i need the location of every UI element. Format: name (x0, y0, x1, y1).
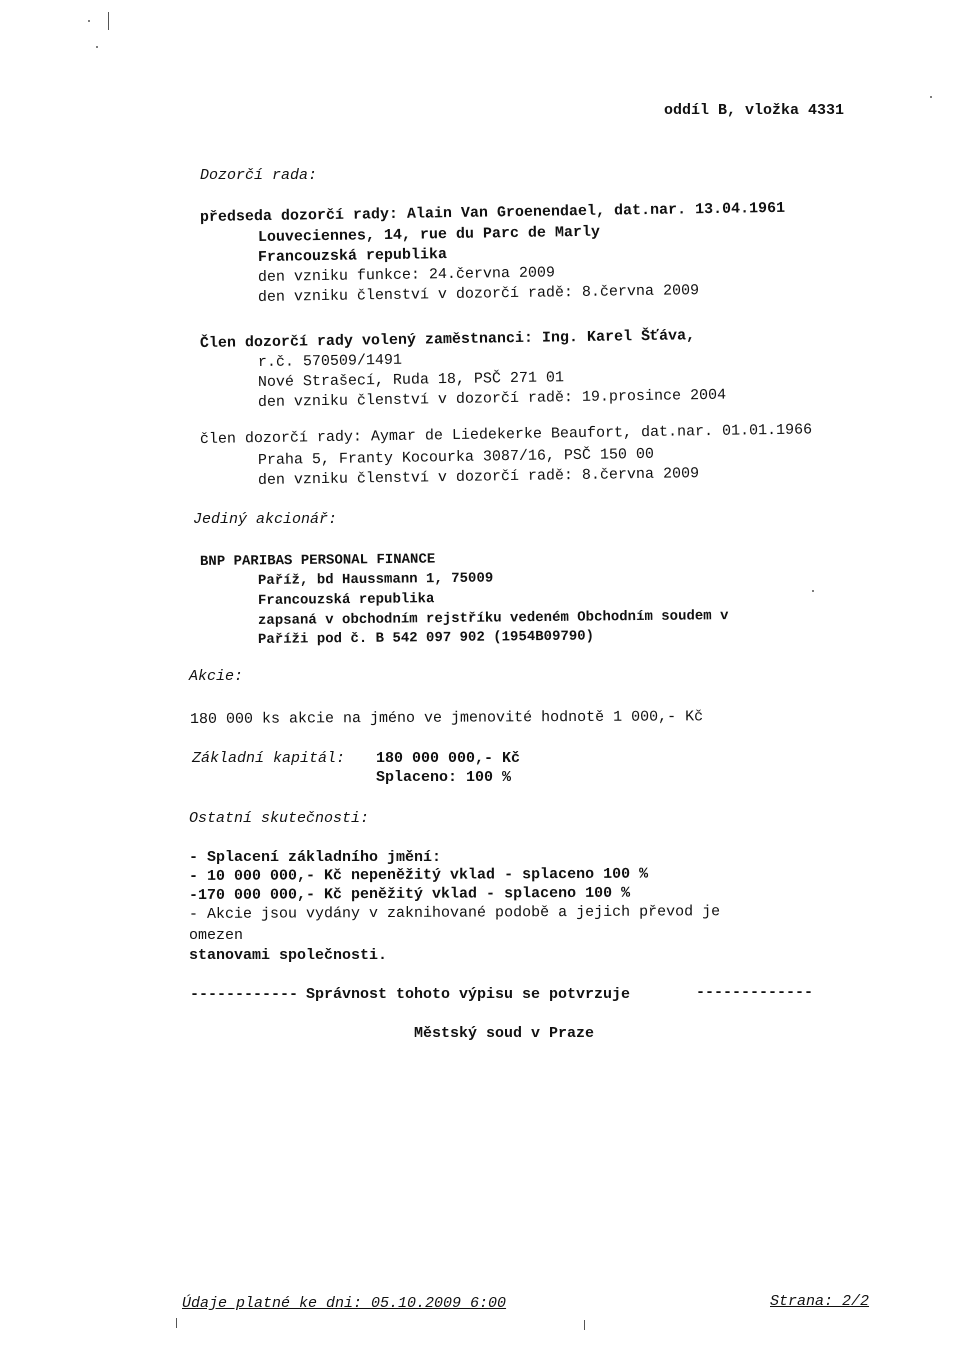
scan-speck (96, 46, 98, 48)
chairman-line-4: den vzniku funkce: 24.června 2009 (257, 264, 556, 286)
scan-speck (584, 1320, 585, 1330)
other-facts-line-2: - 10 000 000,- Kč nepeněžitý vklad - splaceno 100 % (188, 865, 649, 885)
capital-paid: Splaceno: 100 % (376, 769, 512, 786)
other-facts-line-5: omezen (189, 927, 244, 944)
other-facts-line-6: stanovami společnosti. (189, 947, 388, 964)
shares-line-1: 180 000 ks akcie na jméno ve jmenovité hodnotě 1 000,- Kč (189, 708, 704, 728)
employee-member-line-4: den vzniku členství v dozorčí radě: 19.prosince 2004 (257, 386, 727, 411)
shareholder-line-5: Paříži pod č. B 542 097 902 (1954B09790) (257, 628, 595, 648)
section-header: oddíl B, vložka 4331 (664, 102, 845, 119)
scan-speck (176, 1318, 177, 1328)
other-facts-heading: Ostatní skutečnosti: (189, 810, 370, 827)
employee-member-line-3: Nové Strašecí, Ruda 18, PSČ 271 01 (257, 369, 565, 391)
footer-page-number: Strana: 2/2 (770, 1293, 870, 1310)
capital-value: 180 000 000,- Kč (376, 750, 521, 767)
certification-dashes-left: ------------ (190, 986, 299, 1003)
court-name: Městský soud v Praze (414, 1025, 595, 1042)
shareholder-line-1: BNP PARIBAS PERSONAL FINANCE (199, 551, 436, 570)
scan-speck (812, 590, 814, 592)
supervisory-board-heading: Dozorčí rada: (200, 167, 318, 184)
member-line-3: den vzniku členství v dozorčí radě: 8.června 2009 (257, 465, 700, 489)
employee-member-line-1: Člen dozorčí rady volený zaměstnanci: Ing. Karel Šťáva, (199, 327, 696, 352)
scan-speck (930, 96, 932, 98)
capital-label: Základní kapitál: (192, 750, 346, 767)
scan-speck (88, 20, 90, 22)
shareholder-heading: Jediný akcionář: (193, 511, 338, 528)
shares-heading: Akcie: (189, 668, 244, 685)
chairman-line-3: Francouzská republika (257, 246, 448, 266)
member-line-2: Praha 5, Franty Kocourka 3087/16, PSČ 150 00 (257, 445, 655, 469)
member-line-1: člen dozorčí rady: Aymar de Liedekerke Beaufort, dat.nar. 01.01.1966 (199, 421, 813, 448)
shareholder-line-3: Francouzská republika (257, 591, 435, 609)
scan-speck (108, 12, 109, 30)
certification-dashes-right: ------------- (696, 984, 814, 1001)
other-facts-line-3: -170 000 000,- Kč peněžitý vklad - splaceno 100 % (188, 884, 631, 904)
certification-text: Správnost tohoto výpisu se potvrzuje (306, 986, 631, 1003)
footer-validity: Údaje platné ke dni: 05.10.2009 6:00 (182, 1295, 507, 1312)
chairman-line-5: den vzniku členství v dozorčí radě: 8.června 2009 (257, 282, 700, 306)
shareholder-line-2: Paříž, bd Haussmann 1, 75009 (257, 570, 494, 589)
other-facts-line-4: - Akcie jsou vydány v zaknihované podobě a jejich převod je (188, 903, 721, 923)
other-facts-line-1: - Splacení základního jmění: (189, 849, 442, 866)
employee-member-line-2: r.č. 570509/1491 (257, 351, 403, 371)
chairman-line-2: Louveciennes, 14, rue du Parc de Marly (257, 223, 601, 246)
chairman-line-1: předseda dozorčí rady: Alain Van Groenendael, dat.nar. 13.04.1961 (199, 199, 786, 226)
shareholder-line-4: zapsaná v obchodním rejstříku vedeném Obchodním soudem v (257, 608, 729, 629)
